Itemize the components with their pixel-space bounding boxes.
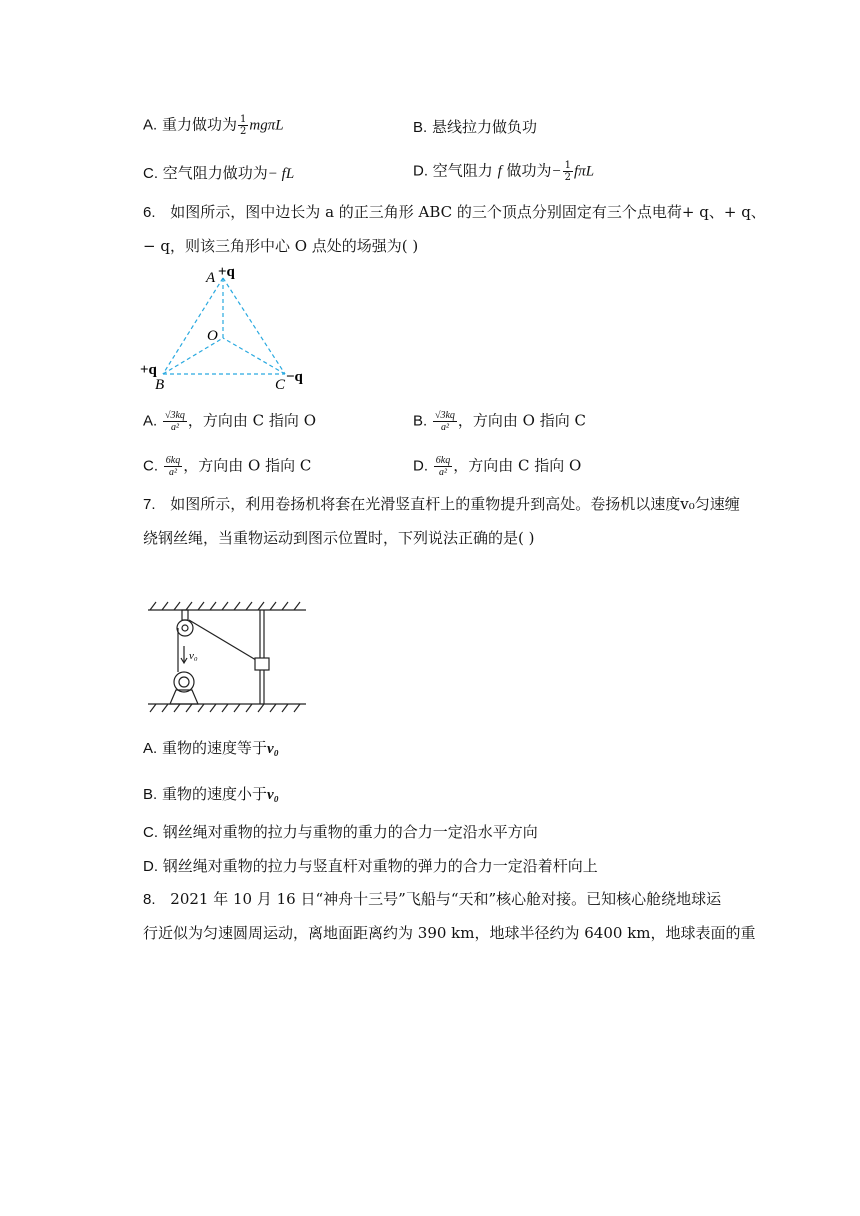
fraction: $\frac{√3kq}{\text{a²}}$ [434,410,455,433]
question-text: 如图所示，利用卷扬机将套在光滑竖直杆上的重物提升到高处。卷扬机以速度v₀匀速缠 [170,495,740,513]
question-text: 2021 年 10 月 16 日“神舟十三号”飞船与“天和”核心舱对接。已知核心舱绕地球运 [170,890,722,908]
vertex-label-c: C [275,377,286,393]
q7-option-c [143,822,538,843]
symbol: v₀ [266,741,279,757]
option-letter: B. [413,119,428,136]
option-letter: A. [143,116,158,134]
vertex-label-a: A [206,270,216,286]
fraction: $\frac{1}{2}$ [239,114,247,137]
formula: mgπL [249,117,284,134]
question-text: 如图所示，图中边长为 a 的正三角形 ABC 的三个顶点分别固定有三个点电荷+ q、+ q、 [170,203,766,221]
velocity-label: v₀ [189,650,198,662]
option-letter: D. [143,858,158,875]
fraction: $\frac{6kq}{\text{a²}}$ [435,455,451,478]
option-text: 钢丝绳对重物的拉力与重物的重力的合力一定沿水平方向 [162,823,538,841]
symbol: v₀ [266,787,279,803]
question-number: 6. [143,204,156,221]
q6-option-a [143,410,316,433]
charge-label-b: +q [140,362,157,378]
option-letter: C. [143,457,158,475]
q7-option-b [143,784,279,805]
vertex-label-b: B [155,377,165,393]
q6-stem-line2 [143,236,418,256]
fraction: $\frac{1}{2}$ [564,160,572,183]
charge-label-c: −q [286,369,303,385]
triangle-charge-figure [135,262,315,394]
option-letter: A. [143,412,158,430]
question-number: 8. [143,891,156,908]
q5-option-a [143,114,284,137]
symbol: f [497,163,502,180]
q6-option-b [413,410,586,433]
q7-stem-line1 [143,494,740,515]
q6-stem-line1 [143,202,766,223]
option-text: 悬线拉力做负功 [431,118,537,136]
q5-option-d: D. 空气阻力 f 做功为− $\frac{1}{2}$ fπL [413,160,595,183]
option-text: ，方向由 C 指向 O [453,456,582,475]
option-letter: D. [413,457,428,475]
option-letter: C. [143,165,158,182]
winch-pulley-figure [140,598,312,716]
question-text: 绕钢丝绳，当重物运动到图示位置时，下列说法正确的是( ) [143,529,535,547]
option-text: 重力做功为 [161,115,237,134]
option-letter: A. [143,740,158,757]
center-label-o: O [207,328,218,344]
question-text: 行近似为匀速圆周运动，离地面距离约为 390 km，地球半径约为 6400 km，地球表面的重 [143,924,756,942]
option-text: 空气阻力 [432,161,493,180]
fraction: $\frac{6kq}{\text{a²}}$ [165,455,181,478]
question-text: − q，则该三角形中心 O 点处的场强为( ) [143,237,419,255]
q8-stem-line2 [143,923,756,943]
option-letter: B. [413,412,428,430]
option-letter: B. [143,786,158,803]
q6-option-d [413,455,581,478]
option-text: ，方向由 C 指向 O [187,411,316,430]
option-text: 空气阻力做功为 [162,164,268,182]
q8-stem-line1 [143,889,721,910]
option-letter: C. [143,824,158,841]
q7-stem-line2 [143,528,534,548]
fraction: $\frac{√3kq}{\text{a²}}$ [164,410,185,433]
option-text: ，方向由 O 指向 C [457,411,586,430]
option-text: 钢丝绳对重物的拉力与竖直杆对重物的弹力的合力一定沿着杆向上 [162,857,598,875]
option-letter: D. [413,162,428,180]
formula: fπL [574,163,595,180]
option-text: 重物的速度小于 [161,785,267,803]
charge-label-a: +q [218,264,235,280]
q7-option-d [143,856,598,877]
question-number: 7. [143,496,156,513]
q7-option-a [143,738,279,759]
q5-option-c [143,163,294,184]
option-text: ，方向由 O 指向 C [183,456,312,475]
option-text: 重物的速度等于 [161,739,267,757]
q5-option-b [413,117,537,138]
option-text: 做功为 [506,161,552,180]
formula: − fL [267,166,295,182]
q6-option-c [143,455,311,478]
